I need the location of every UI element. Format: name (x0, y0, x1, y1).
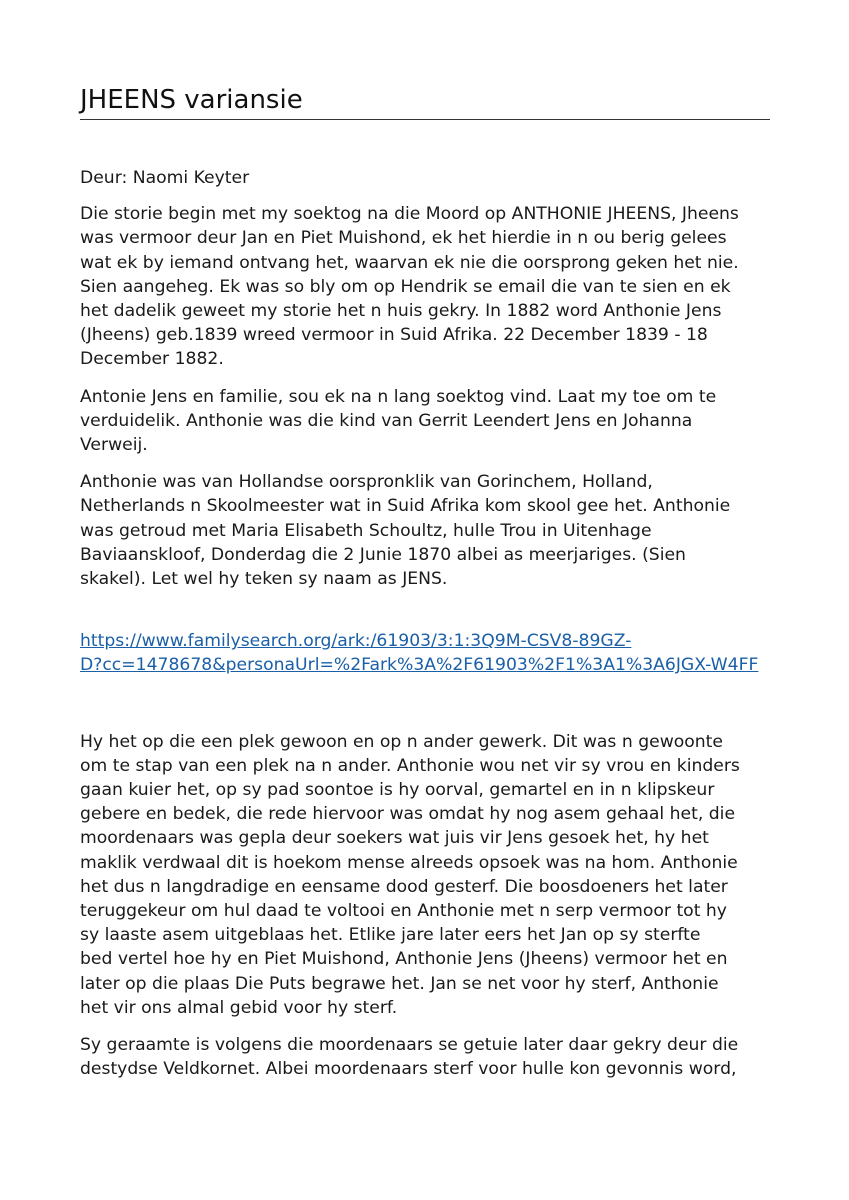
paragraph-3 (80, 470, 770, 591)
paragraph-line: sy laaste asem uitgeblaas het. Etlike jare later eers het Jan op sy sterfte (80, 925, 701, 946)
link-line[interactable]: D?cc=1478678&personaUrl=%2Fark%3A%2F61903%2F1%3A1%3A6JGX-W4FF (80, 655, 759, 676)
paragraph-line: moordenaars was gepla deur soekers wat juis vir Jens gesoek het, hy het (80, 828, 709, 849)
paragraph-line: Hy het op die een plek gewoon en op n ander gewerk. Dit was n gewoonte (80, 731, 723, 752)
paragraph-line: skakel). Let wel hy teken sy naam as JENS. (80, 569, 448, 590)
paragraph-5 (80, 1033, 770, 1081)
paragraph-line: Baviaanskloof, Donderdag die 2 Junie 1870 albei as meerjariges. (Sien (80, 544, 686, 565)
paragraph-line: (Jheens) geb.1839 wreed vermoor in Suid Afrika. 22 December 1839 - 18 (80, 325, 708, 346)
paragraph-line: was getroud met Maria Elisabeth Schoultz, hulle Trou in Uitenhage (80, 520, 652, 541)
paragraph-line: teruggekeur om hul daad te voltooi en Anthonie met n serp vermoor tot hy (80, 901, 727, 922)
paragraph-line: verduidelik. Anthonie was die kind van Gerrit Leendert Jens en Johanna (80, 410, 693, 431)
paragraph-line: om te stap van een plek na n ander. Anthonie wou net vir sy vrou en kinders (80, 755, 740, 776)
paragraph-2 (80, 385, 770, 458)
paragraph-line: maklik verdwaal dit is hoekom mense alreeds opsoek was na hom. Anthonie (80, 852, 738, 873)
paragraph-line: later op die plaas Die Puts begrawe het. Jan se net voor hy sterf, Anthonie (80, 973, 719, 994)
paragraph-line: destydse Veldkornet. Albei moordenaars sterf voor hulle kon gevonnis word, (80, 1059, 737, 1080)
paragraph-line: het dadelik geweet my storie het n huis gekry. In 1882 word Anthonie Jens (80, 301, 722, 322)
document-title: JHEENS variansie (80, 85, 303, 115)
paragraph-line: bed vertel hoe hy en Piet Muishond, Anthonie Jens (Jheens) vermoor het en (80, 949, 728, 970)
author-line: Deur: Naomi Keyter (80, 168, 250, 188)
paragraph-line: het vir ons almal gebid voor hy sterf. (80, 997, 398, 1018)
paragraph-line: Antonie Jens en familie, sou ek na n lang soektog vind. Laat my toe om te (80, 386, 717, 407)
paragraph-line: December 1882. (80, 349, 224, 370)
familysearch-link-block (80, 629, 770, 677)
paragraph-1 (80, 202, 770, 371)
paragraph-line: Sy geraamte is volgens die moordenaars se getuie later daar gekry deur die (80, 1035, 739, 1056)
paragraph-line: Die storie begin met my soektog na die Moord op ANTHONIE JHEENS, Jheens (80, 204, 739, 225)
paragraph-line: Sien aangeheg. Ek was so bly om op Hendrik se email die van te sien en ek (80, 276, 731, 297)
paragraph-line: Netherlands n Skoolmeester wat in Suid Afrika kom skool gee het. Anthonie (80, 496, 731, 517)
link-line[interactable]: https://www.familysearch.org/ark:/61903/3:1:3Q9M-CSV8-89GZ- (80, 631, 632, 652)
title-underline (80, 119, 770, 120)
paragraph-line: Verweij. (80, 435, 148, 456)
paragraph-line: het dus n langdradige en eensame dood gesterf. Die boosdoeners het later (80, 876, 728, 897)
paragraph-4 (80, 730, 770, 1020)
paragraph-line: Anthonie was van Hollandse oorspronklik van Gorinchem, Holland, (80, 472, 653, 493)
familysearch-link[interactable] (80, 629, 770, 677)
paragraph-line: was vermoor deur Jan en Piet Muishond, ek het hierdie in n ou berig gelees (80, 228, 727, 249)
paragraph-line: gebere en bedek, die rede hiervoor was omdat hy nog asem gehaal het, die (80, 804, 736, 825)
paragraph-line: wat ek by iemand ontvang het, waarvan ek nie die oorsprong geken het nie. (80, 252, 739, 273)
paragraph-line: gaan kuier het, op sy pad soontoe is hy oorval, gemartel en in n klipskeur (80, 780, 715, 801)
document-body (80, 166, 770, 1095)
